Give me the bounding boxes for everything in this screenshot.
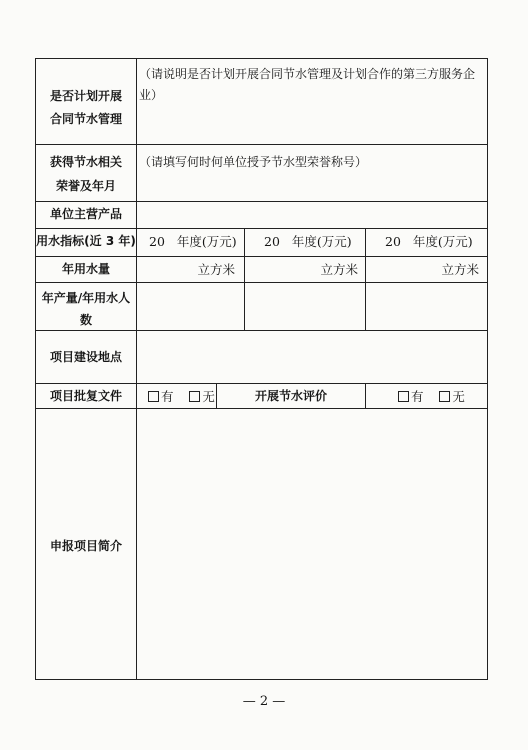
output-field-3[interactable] [367,284,487,329]
checkbox-icon[interactable] [439,391,450,402]
checkbox-icon[interactable] [148,391,159,402]
year-cell-2[interactable] [264,234,352,249]
column-divider [244,228,245,330]
evaluation-yes-option[interactable] [398,389,424,404]
page-number: — 2 — [242,694,286,709]
application-form-table [35,58,488,680]
site-field[interactable] [138,332,488,382]
evaluation-options [398,389,465,404]
row-divider [36,330,487,331]
checkbox-icon[interactable] [189,391,200,402]
year-prefix: 20 [264,234,280,249]
evaluation-label: 开展节水评价 [254,389,327,403]
approval-yes-option[interactable] [148,389,174,404]
product-label: 单位主营产品 [49,207,122,221]
honor-label-line2: 荣誉及年月 [55,179,116,193]
checkbox-icon[interactable] [398,391,409,402]
contract-hint-line2: 业） [139,88,164,102]
output-label-line2: 数 [79,313,92,327]
product-field[interactable] [138,202,488,227]
contract-label-line2: 合同节水管理 [49,112,122,126]
row-divider [36,282,487,283]
row-divider [36,256,487,257]
site-label: 项目建设地点 [49,350,122,364]
year-cell-1[interactable] [149,234,237,249]
output-field-1[interactable] [138,284,242,329]
approval-yes-label: 有 [161,389,174,404]
evaluation-no-option[interactable] [439,389,465,404]
intro-field[interactable] [138,410,488,678]
year-cell-3[interactable] [385,234,473,249]
unit-cell-1[interactable]: 立方米 [197,262,235,277]
year-prefix: 20 [385,234,401,249]
row-divider [36,383,487,384]
year-prefix: 20 [149,234,165,249]
approval-label: 项目批复文件 [49,389,122,403]
contract-hint-line1: （请说明是否计划开展合同节水管理及计划合作的第三方服务企 [139,67,476,81]
evaluation-yes-label: 有 [411,389,424,404]
intro-label: 申报项目简介 [49,539,122,553]
honor-field[interactable] [138,172,488,200]
annual-water-label: 年用水量 [61,262,110,276]
row-divider [36,408,487,409]
water-index-label: 用水指标(近 3 年) [36,234,136,248]
unit-cell-2[interactable]: 立方米 [320,262,358,277]
column-divider [365,383,366,408]
honor-label-line1: 获得节水相关 [49,155,122,169]
approval-no-label: 无 [202,389,215,404]
approval-no-option[interactable] [189,389,215,404]
contract-label-line1: 是否计划开展 [49,89,122,103]
row-divider [36,228,487,229]
year-suffix: 年度(万元) [412,234,473,249]
honor-hint: （请填写何时何单位授予节水型荣誉称号） [139,155,368,169]
output-label-line1: 年产量/年用水人 [41,291,131,305]
year-suffix: 年度(万元) [176,234,237,249]
year-suffix: 年度(万元) [291,234,352,249]
column-divider [136,59,137,680]
approval-options [148,389,215,404]
evaluation-no-label: 无 [452,389,465,404]
column-divider [365,228,366,330]
unit-cell-3[interactable]: 立方米 [441,262,479,277]
output-field-2[interactable] [246,284,363,329]
